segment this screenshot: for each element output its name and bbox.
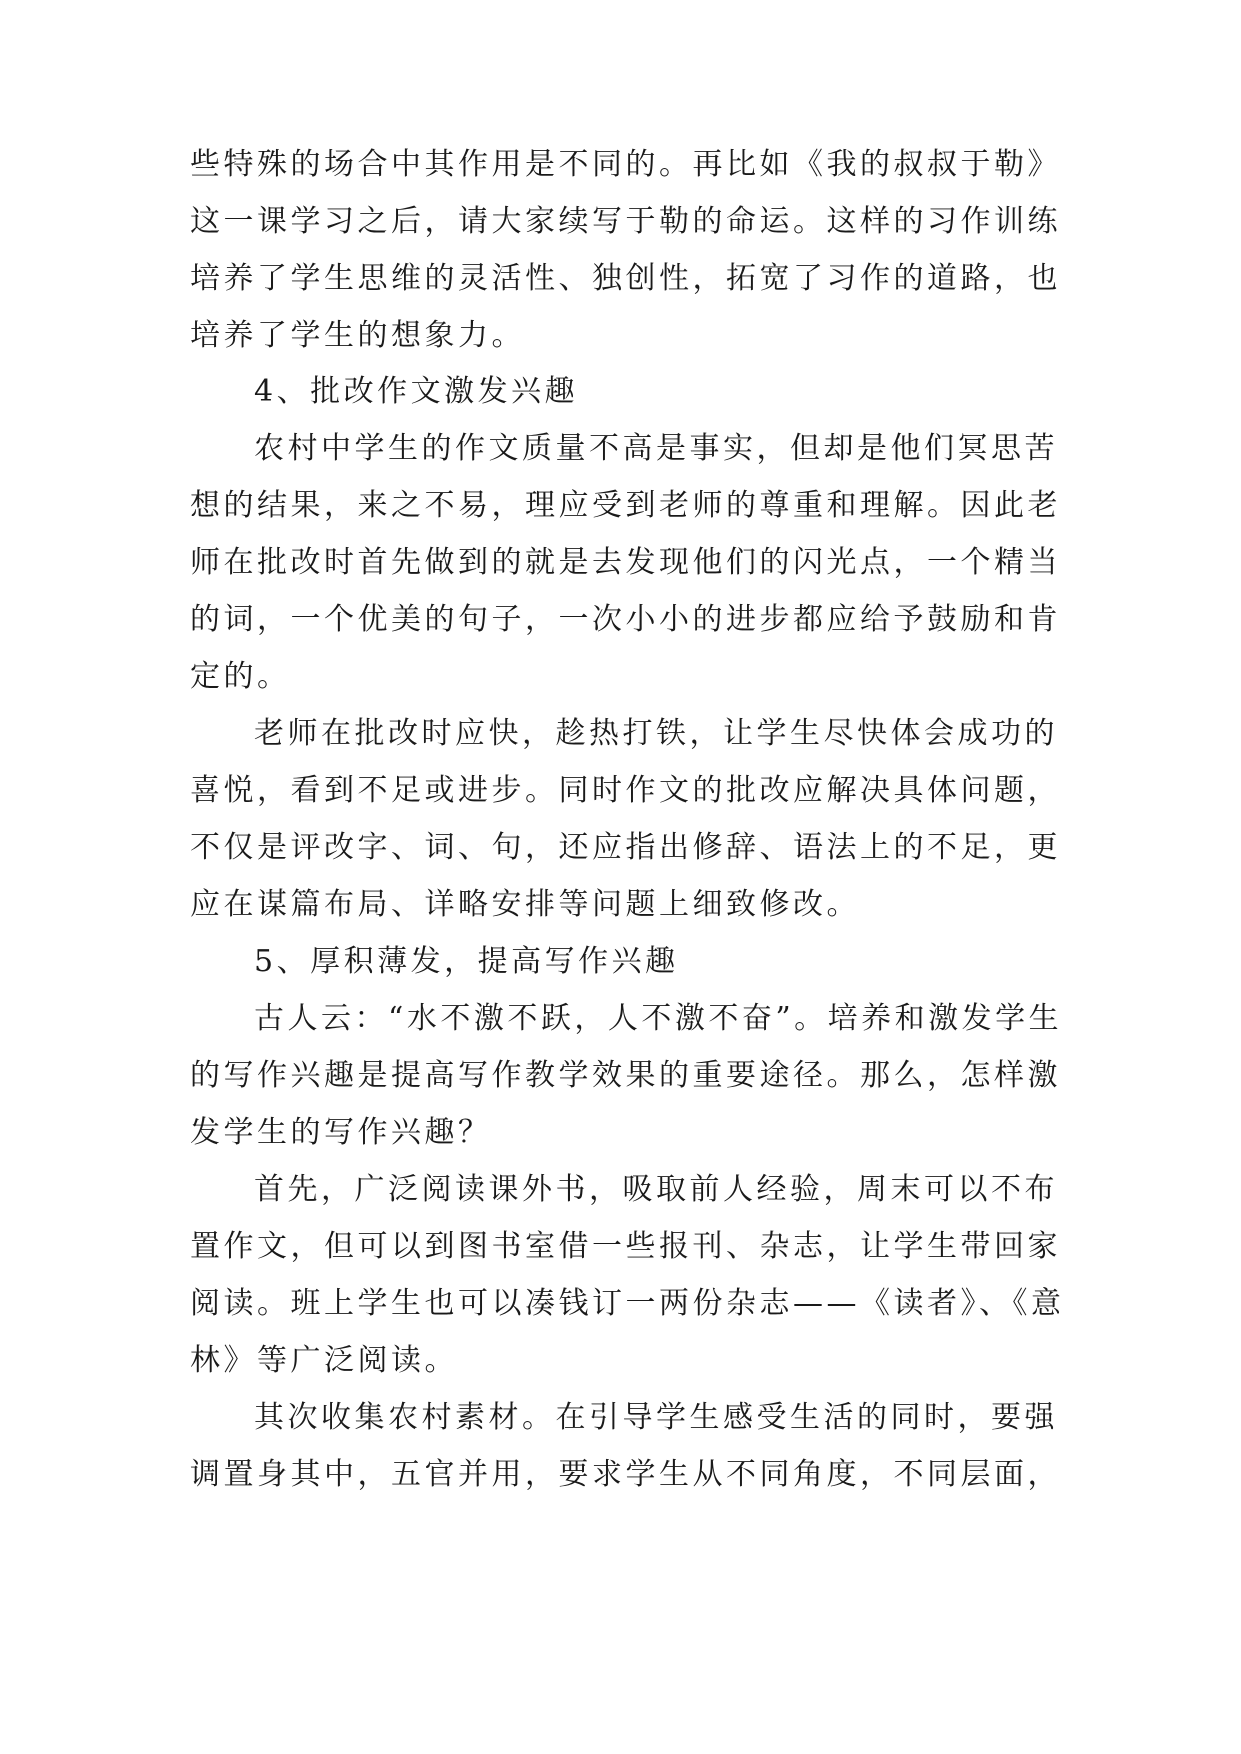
text-line: 应在谋篇布局、详略安排等问题上细致修改。 (190, 887, 860, 922)
text-line: 古人云：“水不激不跃，人不激不奋”。培养和激发学生 (254, 1001, 1063, 1036)
text-line: 培养了学生的想象力。 (190, 318, 525, 353)
text-line: 的词，一个优美的句子，一次小小的进步都应给予鼓励和肯 (190, 602, 1061, 637)
text-line: 培养了学生思维的灵活性、独创性，拓宽了习作的道路，也 (190, 261, 1061, 296)
text-line: 师在批改时首先做到的就是去发现他们的闪光点，一个精当 (190, 545, 1061, 580)
section-heading: 5、厚积薄发，提高写作兴趣 (254, 944, 679, 979)
text-line: 其次收集农村素材。在引导学生感受生活的同时，要强 (254, 1400, 1058, 1435)
text-line: 调置身其中，五官并用，要求学生从不同角度，不同层面， (190, 1457, 1061, 1492)
text-line: 些特殊的场合中其作用是不同的。再比如《我的叔叔于勒》 (190, 147, 1061, 182)
text-line: 置作文，但可以到图书室借一些报刊、杂志，让学生带回家 (190, 1229, 1061, 1264)
text-line: 阅读。班上学生也可以凑钱订一两份杂志——《读者》、《意 (190, 1286, 1065, 1321)
text-line: 老师在批改时应快，趁热打铁，让学生尽快体会成功的 (254, 716, 1058, 751)
text-line: 想的结果，来之不易，理应受到老师的尊重和理解。因此老 (190, 488, 1061, 523)
text-line: 的写作兴趣是提高写作教学效果的重要途径。那么，怎样激 (190, 1058, 1061, 1093)
text-line: 这一课学习之后，请大家续写于勒的命运。这样的习作训练 (190, 204, 1061, 239)
text-line: 定的。 (190, 659, 291, 694)
section-heading: 4、批改作文激发兴趣 (254, 374, 579, 409)
text-line: 发学生的写作兴趣？ (190, 1115, 492, 1150)
text-line: 农村中学生的作文质量不高是事实，但却是他们冥思苦 (254, 431, 1058, 466)
text-line: 不仅是评改字、词、句，还应指出修辞、语法上的不足，更 (190, 830, 1061, 865)
text-line: 首先，广泛阅读课外书，吸取前人经验，周末可以不布 (254, 1172, 1058, 1207)
text-line: 林》等广泛阅读。 (190, 1343, 458, 1378)
text-line: 喜悦，看到不足或进步。同时作文的批改应解决具体问题， (190, 773, 1061, 808)
